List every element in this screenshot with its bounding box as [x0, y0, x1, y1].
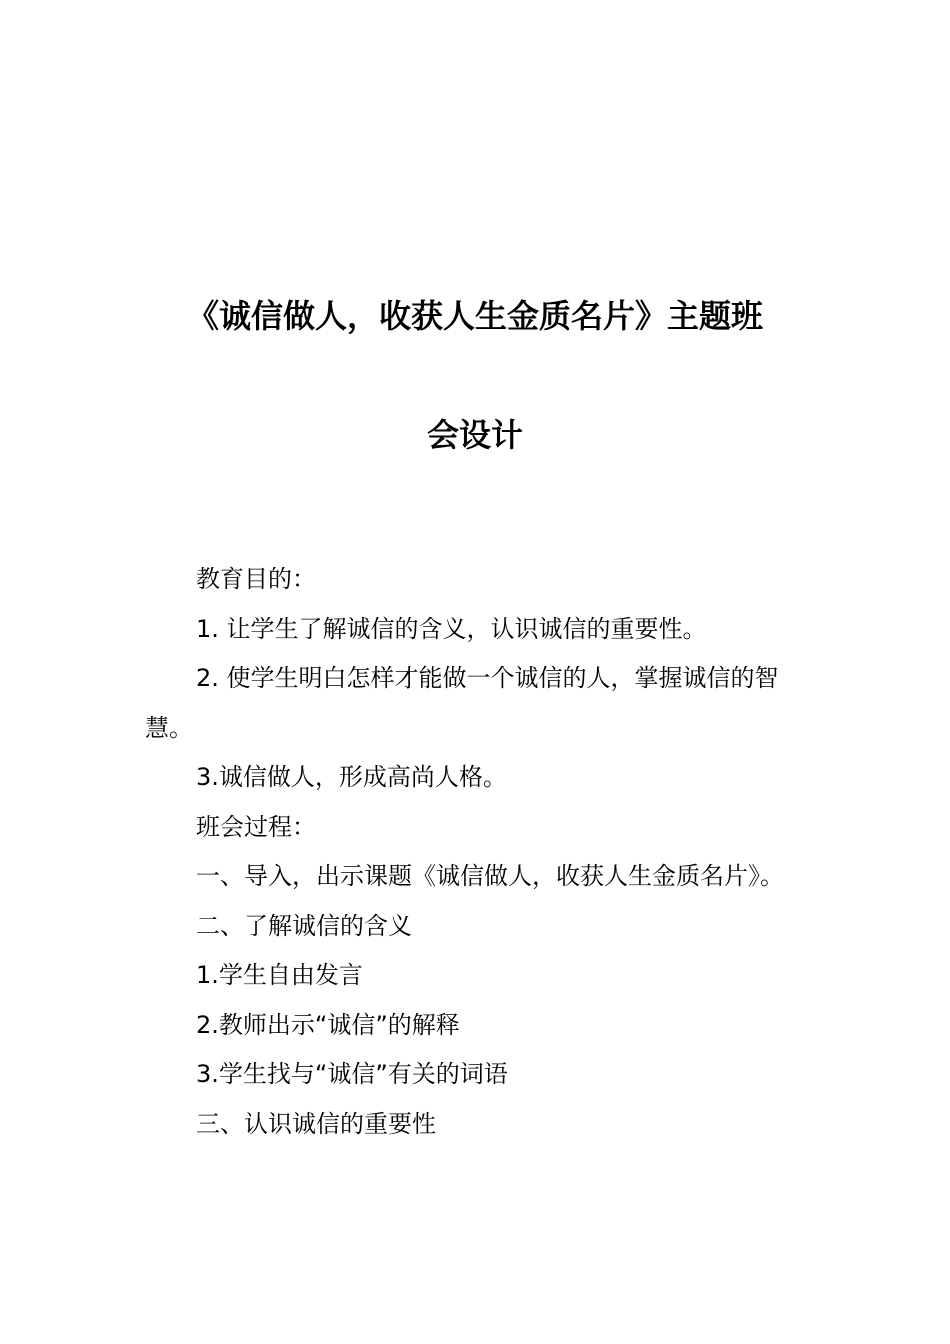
process-substep-1: 1.学生自由发言: [196, 961, 363, 989]
process-step-1: 一、导入，出示课题《诚信做人，收获人生金质名片》。: [196, 862, 784, 890]
process-substep-2: 2.教师出示“诚信”的解释: [196, 1010, 460, 1039]
objective-item-2: 2. 使学生明白怎样才能做一个诚信的人，掌握诚信的智慧。: [145, 664, 779, 742]
process-step-2: 二、了解诚信的含义: [196, 911, 412, 940]
objective-item-1: 1. 让学生了解诚信的含义，认识诚信的重要性。: [196, 614, 707, 643]
section-heading-process: 班会过程：: [196, 812, 316, 841]
document-title-line-2: 会设计: [426, 416, 523, 454]
objective-item-3: 3.诚信做人，形成高尚人格。: [196, 763, 507, 791]
process-step-3: 三、认识诚信的重要性: [196, 1109, 436, 1138]
process-substep-3: 3.学生找与“诚信”有关的词语: [196, 1060, 508, 1088]
document-title-line-1: 《诚信做人，收获人生金质名片》主题班: [186, 297, 763, 335]
section-heading-objectives: 教育目的：: [196, 565, 316, 593]
document-body: [145, 555, 810, 1149]
